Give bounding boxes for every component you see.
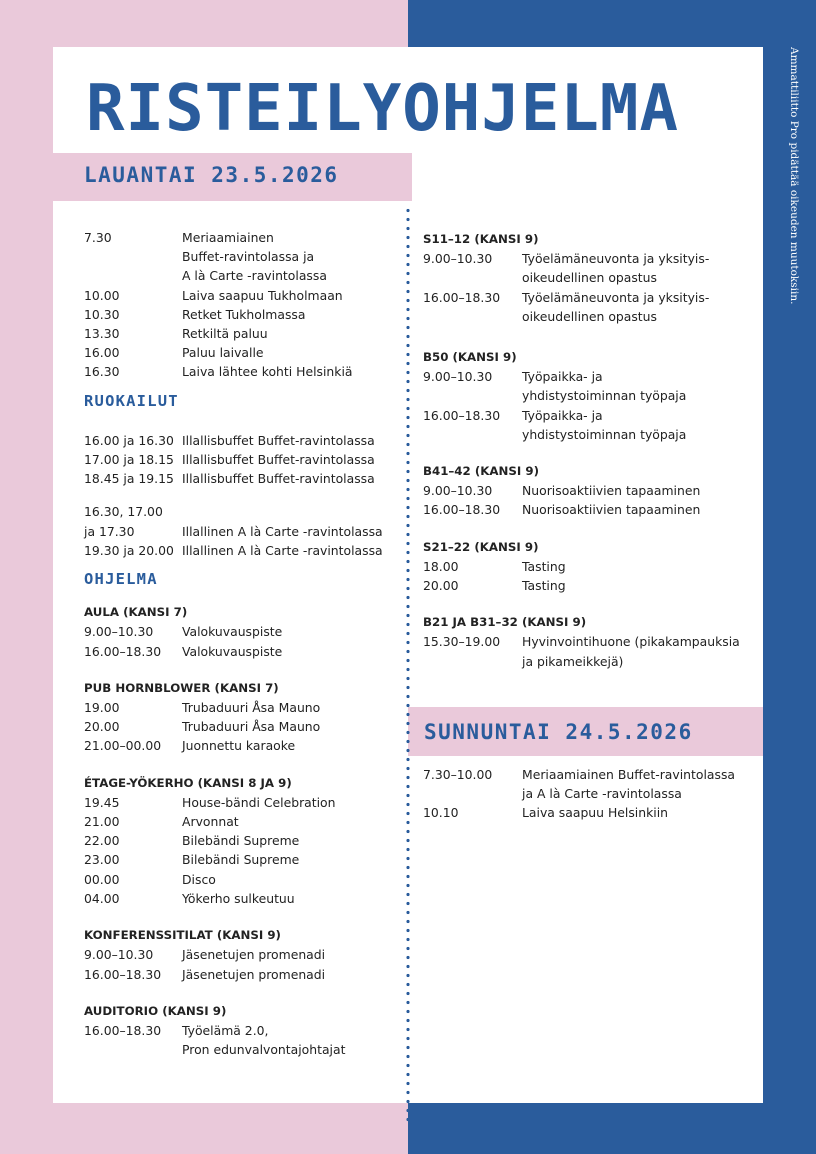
program-time: 16.00–18.30	[84, 643, 162, 659]
program-row	[423, 481, 753, 500]
right-column	[423, 228, 753, 671]
venue-heading: B41–42 (KANSI 9)	[423, 464, 539, 479]
venue-block	[423, 230, 753, 326]
program-heading: OHJELMA	[84, 570, 158, 589]
program-text: Yökerho sulkeutuu	[182, 890, 295, 906]
venue-heading: AUDITORIO (KANSI 9)	[84, 1003, 227, 1018]
program-time: 20.00	[423, 578, 459, 594]
schedule-text: Meriaamiainen Buffet-ravintolassa	[522, 767, 735, 782]
program-text: oikeudellinen opastus	[522, 270, 657, 286]
dining-time: 16.00 ja 16.30	[84, 432, 174, 448]
program-time: 16.00–18.30	[423, 289, 501, 305]
program-time: 04.00	[84, 890, 120, 906]
program-row	[423, 406, 753, 444]
venue-heading: KONFERENSSITILAT (KANSI 9)	[84, 928, 281, 943]
program-text: Valokuvauspiste	[182, 643, 283, 659]
dining-time: 18.45 ja 19.15	[84, 471, 174, 487]
dining-list	[84, 431, 404, 560]
program-row	[84, 812, 404, 831]
program-text: yhdistystoiminnan työpaja	[522, 388, 687, 404]
venue-heading: ÉTAGE-YÖKERHO (KANSI 8 JA 9)	[84, 775, 292, 790]
program-row	[84, 1021, 404, 1059]
schedule-time: 7.30–10.00	[423, 767, 493, 782]
program-time: 19.45	[84, 794, 120, 810]
venue-block	[84, 926, 404, 984]
program-time: 16.00–18.30	[423, 502, 501, 518]
program-time: 9.00–10.30	[84, 947, 154, 963]
program-text: Nuorisoaktiivien tapaaminen	[522, 502, 701, 518]
program-text: Jäsenetujen promenadi	[182, 947, 326, 963]
schedule-text: Retket Tukholmassa	[182, 306, 306, 322]
schedule-time: 16.30	[84, 364, 120, 380]
program-text: Valokuvauspiste	[182, 624, 283, 640]
program-time: 9.00–10.30	[423, 369, 493, 385]
venue-heading: B50 (KANSI 9)	[423, 350, 517, 365]
sunday-schedule	[423, 765, 753, 823]
dining-text: Illallisbuffet Buffet-ravintolassa	[182, 471, 375, 487]
program-row	[84, 945, 404, 964]
program-row	[84, 736, 404, 755]
program-time: 20.00	[84, 719, 120, 735]
program-time: 00.00	[84, 871, 120, 887]
program-text: Pron edunvalvontajohtajat	[182, 1042, 346, 1058]
program-time: 18.00	[423, 558, 459, 574]
dotted-divider	[406, 206, 410, 1126]
schedule-text: A là Carte -ravintolassa	[182, 268, 327, 284]
program-text: Trubaduuri Åsa Mauno	[182, 719, 321, 735]
program-text: Työelämäneuvonta ja yksityis-	[522, 289, 710, 305]
dining-text: Illallinen A là Carte -ravintolassa	[182, 523, 383, 539]
dining-heading: RUOKAILUT	[84, 391, 179, 410]
venue-heading: PUB HORNBLOWER (KANSI 7)	[84, 680, 279, 695]
dining-row	[84, 502, 404, 521]
schedule-time: 7.30	[84, 230, 112, 245]
program-time: 9.00–10.30	[423, 251, 493, 267]
schedule-text: Laiva lähtee kohti Helsinkiä	[182, 364, 353, 380]
program-text: Työpaikka- ja	[522, 369, 603, 385]
schedule-row	[84, 228, 404, 286]
program-time: 21.00	[84, 814, 120, 830]
program-time: 23.00	[84, 852, 120, 868]
program-time: 16.00–18.30	[84, 1022, 162, 1038]
dining-row	[84, 522, 404, 541]
program-text: ja pikameikkejä)	[522, 653, 624, 669]
program-row	[423, 288, 753, 326]
venue-block	[84, 679, 404, 756]
program-time: 9.00–10.30	[84, 624, 154, 640]
dining-time: 19.30 ja 20.00	[84, 542, 174, 558]
program-row	[84, 965, 404, 984]
schedule-row	[423, 803, 753, 822]
program-time: 9.00–10.30	[423, 483, 493, 499]
program-text: Tasting	[522, 558, 566, 574]
dining-time: 16.30, 17.00	[84, 504, 163, 520]
schedule-time: 10.30	[84, 306, 120, 322]
program-row	[84, 642, 404, 661]
sunday-heading: SUNNUNTAI 24.5.2026	[424, 720, 693, 744]
dining-text: Illallinen A là Carte -ravintolassa	[182, 542, 383, 558]
program-text: Työpaikka- ja	[522, 407, 603, 423]
schedule-text: Buffet-ravintolassa ja	[182, 249, 315, 265]
program-time: 21.00–00.00	[84, 738, 162, 754]
program-row	[84, 831, 404, 850]
saturday-heading: LAUANTAI 23.5.2026	[84, 163, 339, 187]
saturday-heading-band	[53, 153, 412, 201]
program-row	[423, 367, 753, 405]
program-row	[84, 793, 404, 812]
dining-row	[84, 431, 404, 450]
program-text: Bilebändi Supreme	[182, 852, 300, 868]
program-row	[423, 576, 753, 595]
schedule-text: Laiva saapuu Helsinkiin	[522, 805, 669, 821]
program-text: Työelämäneuvonta ja yksityis-	[522, 251, 710, 267]
venue-block	[84, 1002, 404, 1060]
venue-heading: S21–22 (KANSI 9)	[423, 539, 539, 554]
program-text: Juonnettu karaoke	[182, 738, 296, 754]
program-row	[84, 889, 404, 908]
program-row	[84, 622, 404, 641]
venue-block	[84, 774, 404, 908]
program-row	[423, 500, 753, 519]
program-text: Jäsenetujen promenadi	[182, 966, 326, 982]
dining-row	[84, 469, 404, 488]
program-row	[84, 870, 404, 889]
schedule-time: 13.30	[84, 326, 120, 342]
program-text: yhdistystoiminnan työpaja	[522, 426, 687, 442]
schedule-row	[84, 343, 404, 362]
program-text: oikeudellinen opastus	[522, 308, 657, 324]
program-row	[423, 249, 753, 287]
program-time: 16.00–18.30	[423, 407, 501, 423]
program-time: 22.00	[84, 833, 120, 849]
venue-heading: S11–12 (KANSI 9)	[423, 232, 539, 246]
venue-heading: B21 JA B31–32 (KANSI 9)	[423, 615, 587, 630]
program-row	[423, 557, 753, 576]
program-row	[84, 698, 404, 717]
program-text: Hyvinvointihuone (pikakampauksia	[522, 634, 740, 650]
dining-row	[84, 450, 404, 469]
schedule-text: ja A là Carte -ravintolassa	[522, 786, 682, 802]
sunday-heading-band	[408, 707, 763, 756]
dining-time: 17.00 ja 18.15	[84, 452, 174, 468]
page-title: RISTEILYOHJELMA	[86, 72, 679, 146]
dining-row	[84, 541, 404, 560]
venue-block	[423, 613, 753, 671]
program-time: 16.00–18.30	[84, 966, 162, 982]
schedule-text: Laiva saapuu Tukholmaan	[182, 287, 343, 303]
schedule-time: 10.10	[423, 805, 459, 821]
program-text: Bilebändi Supreme	[182, 833, 300, 849]
program-text: Disco	[182, 871, 216, 887]
dining-text: Illallisbuffet Buffet-ravintolassa	[182, 452, 375, 468]
program-text: Työelämä 2.0,	[182, 1022, 269, 1038]
venue-block	[423, 348, 753, 444]
program-time: 19.00	[84, 700, 120, 716]
program-text: Nuorisoaktiivien tapaaminen	[522, 483, 701, 499]
schedule-text: Meriaamiainen	[182, 230, 274, 245]
schedule-time: 10.00	[84, 287, 120, 303]
schedule-row	[84, 362, 404, 381]
program-row	[84, 850, 404, 869]
schedule-time: 16.00	[84, 345, 120, 361]
schedule-text: Paluu laivalle	[182, 345, 264, 361]
venue-block	[423, 538, 753, 596]
schedule-row	[84, 286, 404, 305]
venue-block	[84, 603, 404, 661]
venue-block	[423, 462, 753, 520]
program-text: House-bändi Celebration	[182, 794, 336, 810]
disclaimer-note: Ammattiliitto Pro pidättää oikeuden muutoksiin.	[788, 47, 800, 305]
schedule-row	[84, 324, 404, 343]
left-column	[84, 228, 404, 1059]
venue-heading: AULA (KANSI 7)	[84, 605, 188, 620]
saturday-schedule	[84, 228, 404, 382]
schedule-row	[84, 305, 404, 324]
program-row	[423, 632, 753, 670]
program-text: Trubaduuri Åsa Mauno	[182, 700, 321, 716]
program-row	[84, 717, 404, 736]
schedule-text: Retkiltä paluu	[182, 326, 268, 342]
program-text: Tasting	[522, 578, 566, 594]
program-text: Arvonnat	[182, 814, 239, 830]
program-time: 15.30–19.00	[423, 634, 501, 650]
dining-text: Illallisbuffet Buffet-ravintolassa	[182, 432, 375, 448]
dining-time: ja 17.30	[84, 523, 135, 539]
schedule-row	[423, 765, 753, 803]
